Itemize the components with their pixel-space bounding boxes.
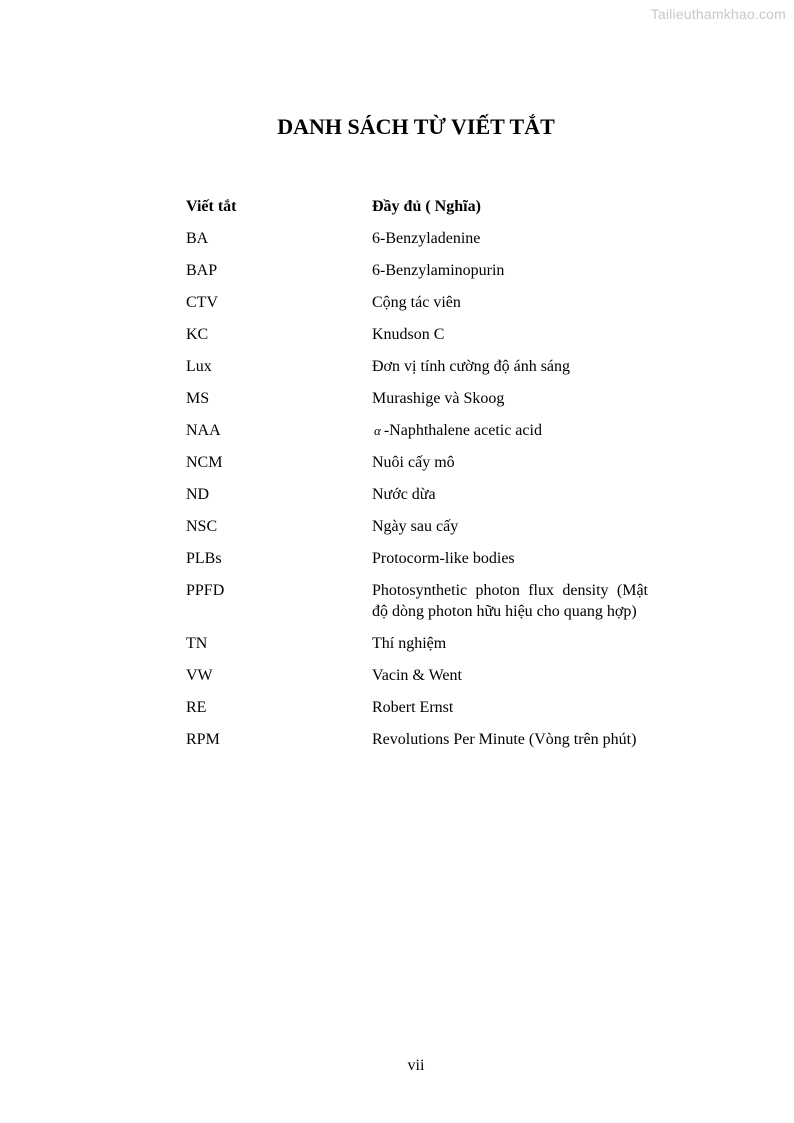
table-row [186,580,648,622]
abbreviation: NSC [186,518,218,535]
alpha-symbol: α [374,423,381,438]
abbreviation: CTV [186,294,218,311]
meaning: Revolutions Per Minute (Vòng trên phút) [372,731,637,748]
meaning: Nước dừa [372,486,436,503]
meaning: Protocorm-like bodies [372,550,515,567]
page-title: DANH SÁCH TỪ VIẾT TẮT [277,114,555,139]
column-header-abbreviation: Viết tắt [186,198,237,215]
table-row [186,548,648,569]
page-number: vii [407,1057,425,1074]
meaning: Knudson C [372,326,445,343]
abbreviation: PPFD [186,582,225,599]
table-header [186,196,648,217]
table-row [186,484,648,505]
abbreviation: NCM [186,454,223,471]
meaning: Ngày sau cấy [372,518,459,535]
table-row [186,729,648,750]
table-row [186,633,648,654]
column-header-meaning: Đầy đủ ( Nghĩa) [372,198,481,215]
meaning: Đơn vị tính cường độ ánh sáng [372,358,571,375]
table-row [186,356,648,377]
meaning: Robert Ernst [372,699,454,716]
abbreviation: VW [186,667,213,684]
table-row [186,228,648,249]
meaning: Vacin & Went [372,667,462,684]
table-row [186,697,648,718]
table-row [186,516,648,537]
abbreviation: MS [186,390,210,407]
table-row [186,420,648,441]
abbreviation: KC [186,326,209,343]
abbreviation: TN [186,635,208,652]
meaning [372,420,648,441]
watermark: Tailieuthamkhao.com [650,6,786,22]
meaning: Murashige và Skoog [372,390,505,407]
abbreviation: BAP [186,262,218,279]
abbreviation: ND [186,486,210,503]
abbreviation: BA [186,230,209,247]
table-row [186,324,648,345]
table-row [186,388,648,409]
abbreviation: RE [186,699,207,716]
abbreviation: PLBs [186,550,222,567]
meaning: 6-Benzylaminopurin [372,262,505,279]
abbreviation: NAA [186,422,221,439]
table-row [186,452,648,473]
table-row [186,292,648,313]
table-row [186,665,648,686]
abbreviation: Lux [186,358,212,375]
meaning: Nuôi cấy mô [372,454,455,471]
meaning: 6-Benzyladenine [372,230,481,247]
table-row [186,260,648,281]
meaning: Thí nghiệm [372,635,447,652]
meaning: Photosynthetic photon flux density (Mật độ dòng photon hữu hiệu cho quang hợp) [372,582,648,620]
meaning: Cộng tác viên [372,294,461,311]
abbreviation-table [186,196,648,761]
abbreviation: RPM [186,731,220,748]
meaning-text: -Naphthalene acetic acid [383,422,542,439]
